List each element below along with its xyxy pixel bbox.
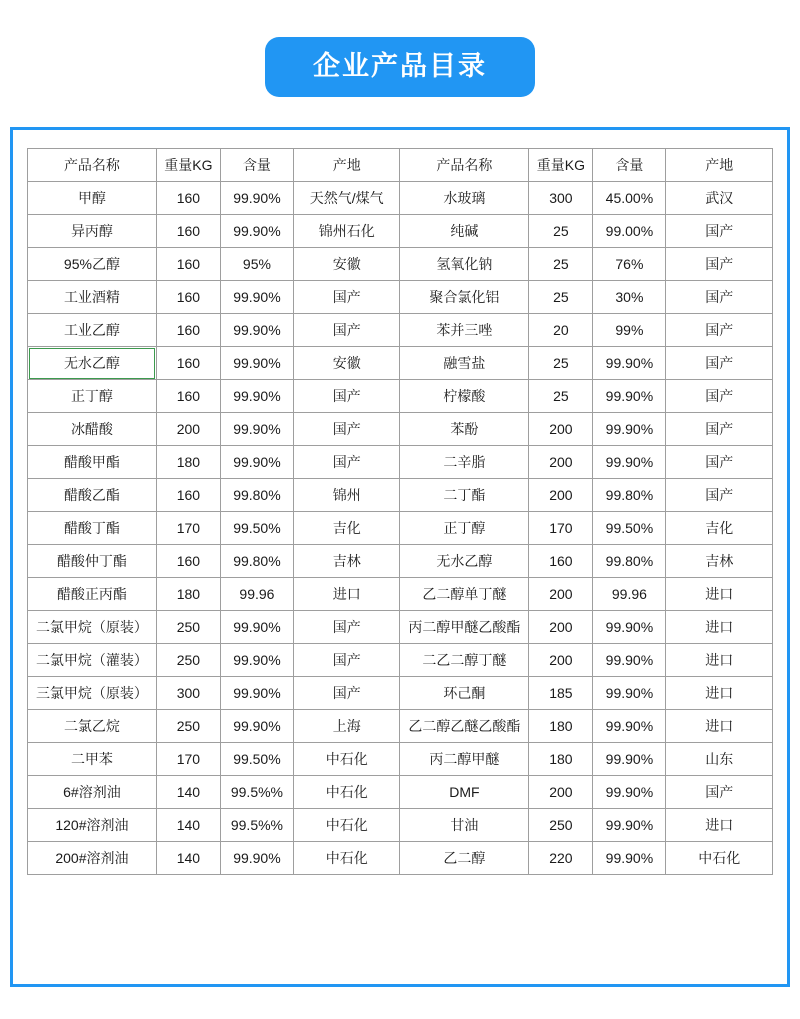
cell-weight-left: 170: [156, 743, 220, 776]
cell-content-left: 95%: [220, 248, 293, 281]
column-header-weight-left: 重量KG: [156, 149, 220, 182]
table-row: [28, 512, 773, 545]
cell-product-name-right: 乙二醇乙醚乙酸酯: [400, 710, 529, 743]
cell-product-name-left: 醋酸乙酯: [28, 479, 157, 512]
table-row: [28, 314, 773, 347]
table-row: [28, 281, 773, 314]
cell-origin-right: 国产: [666, 281, 773, 314]
cell-content-right: 30%: [593, 281, 666, 314]
cell-origin-left: 国产: [293, 677, 400, 710]
cell-origin-left: 锦州石化: [293, 215, 400, 248]
cell-content-left: 99.5%%: [220, 809, 293, 842]
table-header-row: [28, 149, 773, 182]
cell-weight-right: 25: [529, 380, 593, 413]
cell-content-left: 99.90%: [220, 710, 293, 743]
cell-origin-left: 中石化: [293, 809, 400, 842]
table-row: [28, 743, 773, 776]
cell-product-name-right: 二丁酯: [400, 479, 529, 512]
table-row: [28, 842, 773, 875]
cell-product-name-left: 二氯乙烷: [28, 710, 157, 743]
cell-weight-right: 200: [529, 446, 593, 479]
cell-product-name-right: 水玻璃: [400, 182, 529, 215]
cell-weight-right: 200: [529, 776, 593, 809]
cell-weight-left: 200: [156, 413, 220, 446]
cell-content-right: 99.90%: [593, 413, 666, 446]
cell-content-left: 99.90%: [220, 413, 293, 446]
cell-product-name-left: 工业乙醇: [28, 314, 157, 347]
cell-product-name-right: 苯并三唑: [400, 314, 529, 347]
cell-origin-right: 吉化: [666, 512, 773, 545]
cell-weight-right: 25: [529, 347, 593, 380]
cell-content-right: 99.80%: [593, 545, 666, 578]
table-body: [28, 182, 773, 875]
cell-origin-left: 中石化: [293, 776, 400, 809]
cell-origin-left: 吉化: [293, 512, 400, 545]
cell-origin-left: 国产: [293, 413, 400, 446]
cell-origin-right: 国产: [666, 314, 773, 347]
cell-content-right: 99.90%: [593, 710, 666, 743]
cell-product-name-left: 工业酒精: [28, 281, 157, 314]
cell-origin-right: 国产: [666, 776, 773, 809]
cell-weight-right: 200: [529, 413, 593, 446]
column-header-product-name-left: 产品名称: [28, 149, 157, 182]
cell-content-left: 99.5%%: [220, 776, 293, 809]
cell-content-left: 99.90%: [220, 182, 293, 215]
cell-product-name-left: 二甲苯: [28, 743, 157, 776]
cell-content-left: 99.96: [220, 578, 293, 611]
cell-product-name-left: 无水乙醇: [28, 347, 157, 380]
cell-weight-left: 250: [156, 611, 220, 644]
table-row: [28, 644, 773, 677]
cell-weight-right: 200: [529, 479, 593, 512]
column-header-weight-right: 重量KG: [529, 149, 593, 182]
cell-origin-right: 国产: [666, 413, 773, 446]
cell-origin-left: 天然气/煤气: [293, 182, 400, 215]
cell-content-left: 99.90%: [220, 347, 293, 380]
cell-product-name-right: 苯酚: [400, 413, 529, 446]
cell-origin-left: 国产: [293, 281, 400, 314]
cell-content-right: 99.96: [593, 578, 666, 611]
cell-product-name-right: 丙二醇甲醚: [400, 743, 529, 776]
cell-content-left: 99.80%: [220, 479, 293, 512]
cell-weight-right: 300: [529, 182, 593, 215]
cell-weight-left: 160: [156, 248, 220, 281]
cell-content-left: 99.90%: [220, 446, 293, 479]
cell-product-name-left: 醋酸仲丁酯: [28, 545, 157, 578]
column-header-origin-left: 产地: [293, 149, 400, 182]
table-row: [28, 347, 773, 380]
cell-content-right: 99.90%: [593, 677, 666, 710]
table-row: [28, 248, 773, 281]
table-row: [28, 776, 773, 809]
cell-content-right: 99.90%: [593, 380, 666, 413]
cell-product-name-right: 氢氧化钠: [400, 248, 529, 281]
cell-origin-right: 吉林: [666, 545, 773, 578]
table-row: [28, 545, 773, 578]
cell-product-name-left: 醋酸正丙酯: [28, 578, 157, 611]
cell-weight-left: 160: [156, 347, 220, 380]
cell-product-name-right: 无水乙醇: [400, 545, 529, 578]
cell-origin-left: 中石化: [293, 842, 400, 875]
cell-weight-left: 160: [156, 182, 220, 215]
cell-content-right: 99.90%: [593, 776, 666, 809]
cell-content-right: 99.90%: [593, 842, 666, 875]
cell-content-right: 99.00%: [593, 215, 666, 248]
cell-weight-left: 140: [156, 776, 220, 809]
cell-content-right: 99.90%: [593, 611, 666, 644]
cell-content-right: 99%: [593, 314, 666, 347]
cell-weight-left: 160: [156, 479, 220, 512]
table-row: [28, 215, 773, 248]
cell-product-name-right: 正丁醇: [400, 512, 529, 545]
cell-origin-left: 安徽: [293, 248, 400, 281]
cell-origin-left: 国产: [293, 611, 400, 644]
cell-origin-right: 进口: [666, 809, 773, 842]
cell-weight-left: 160: [156, 281, 220, 314]
cell-weight-left: 180: [156, 578, 220, 611]
cell-content-left: 99.90%: [220, 215, 293, 248]
cell-content-left: 99.50%: [220, 743, 293, 776]
cell-product-name-left: 异丙醇: [28, 215, 157, 248]
table-row: [28, 413, 773, 446]
cell-content-left: 99.50%: [220, 512, 293, 545]
cell-origin-right: 进口: [666, 578, 773, 611]
cell-weight-left: 180: [156, 446, 220, 479]
cell-product-name-right: 纯碱: [400, 215, 529, 248]
cell-product-name-left: 6#溶剂油: [28, 776, 157, 809]
cell-weight-right: 250: [529, 809, 593, 842]
cell-product-name-right: 乙二醇: [400, 842, 529, 875]
cell-product-name-left: 冰醋酸: [28, 413, 157, 446]
cell-origin-right: 中石化: [666, 842, 773, 875]
cell-product-name-right: 丙二醇甲醚乙酸酯: [400, 611, 529, 644]
cell-weight-right: 25: [529, 248, 593, 281]
cell-product-name-left: 二氯甲烷（原装）: [28, 611, 157, 644]
cell-content-left: 99.90%: [220, 314, 293, 347]
cell-weight-right: 160: [529, 545, 593, 578]
table-row: [28, 578, 773, 611]
cell-origin-right: 国产: [666, 215, 773, 248]
cell-weight-left: 160: [156, 314, 220, 347]
cell-content-right: 99.80%: [593, 479, 666, 512]
cell-weight-right: 185: [529, 677, 593, 710]
cell-product-name-left: 200#溶剂油: [28, 842, 157, 875]
cell-content-left: 99.90%: [220, 644, 293, 677]
cell-product-name-left: 醋酸甲酯: [28, 446, 157, 479]
cell-content-left: 99.90%: [220, 677, 293, 710]
column-header-content-left: 含量: [220, 149, 293, 182]
table-row: [28, 611, 773, 644]
cell-content-right: 99.90%: [593, 644, 666, 677]
cell-weight-left: 140: [156, 842, 220, 875]
cell-product-name-right: 乙二醇单丁醚: [400, 578, 529, 611]
cell-origin-right: 山东: [666, 743, 773, 776]
cell-product-name-left: 二氯甲烷（灌装）: [28, 644, 157, 677]
cell-content-left: 99.90%: [220, 281, 293, 314]
table-row: [28, 446, 773, 479]
table-row: [28, 710, 773, 743]
cell-product-name-left: 95%乙醇: [28, 248, 157, 281]
cell-weight-left: 160: [156, 380, 220, 413]
cell-content-left: 99.90%: [220, 380, 293, 413]
cell-product-name-right: 二辛脂: [400, 446, 529, 479]
page-title: 企业产品目录: [265, 37, 535, 97]
cell-content-right: 99.90%: [593, 743, 666, 776]
cell-weight-right: 180: [529, 743, 593, 776]
cell-origin-right: 进口: [666, 611, 773, 644]
cell-product-name-left: 120#溶剂油: [28, 809, 157, 842]
cell-origin-right: 国产: [666, 347, 773, 380]
cell-origin-left: 上海: [293, 710, 400, 743]
cell-origin-left: 吉林: [293, 545, 400, 578]
cell-origin-left: 锦州: [293, 479, 400, 512]
cell-origin-right: 国产: [666, 380, 773, 413]
table-header: [28, 149, 773, 182]
table-row: [28, 677, 773, 710]
cell-weight-left: 250: [156, 644, 220, 677]
cell-product-name-left: 正丁醇: [28, 380, 157, 413]
title-section: [0, 0, 800, 97]
cell-content-right: 99.50%: [593, 512, 666, 545]
cell-content-left: 99.90%: [220, 611, 293, 644]
cell-origin-right: 国产: [666, 446, 773, 479]
cell-weight-left: 170: [156, 512, 220, 545]
cell-content-right: 99.90%: [593, 446, 666, 479]
cell-content-right: 45.00%: [593, 182, 666, 215]
cell-weight-left: 160: [156, 215, 220, 248]
table-row: [28, 479, 773, 512]
cell-product-name-left: 甲醇: [28, 182, 157, 215]
cell-weight-right: 20: [529, 314, 593, 347]
cell-content-right: 99.90%: [593, 809, 666, 842]
cell-origin-left: 中石化: [293, 743, 400, 776]
cell-origin-left: 国产: [293, 314, 400, 347]
cell-product-name-right: 融雪盐: [400, 347, 529, 380]
cell-origin-left: 国产: [293, 644, 400, 677]
cell-product-name-right: 柠檬酸: [400, 380, 529, 413]
cell-content-left: 99.90%: [220, 842, 293, 875]
cell-weight-right: 200: [529, 644, 593, 677]
cell-origin-right: 国产: [666, 248, 773, 281]
cell-weight-right: 220: [529, 842, 593, 875]
cell-origin-right: 进口: [666, 710, 773, 743]
cell-product-name-left: 三氯甲烷（原装）: [28, 677, 157, 710]
cell-origin-left: 国产: [293, 380, 400, 413]
table-row: [28, 182, 773, 215]
cell-weight-right: 200: [529, 578, 593, 611]
cell-origin-left: 进口: [293, 578, 400, 611]
cell-weight-right: 180: [529, 710, 593, 743]
cell-origin-right: 进口: [666, 677, 773, 710]
cell-weight-left: 300: [156, 677, 220, 710]
cell-origin-right: 国产: [666, 479, 773, 512]
column-header-product-name-right: 产品名称: [400, 149, 529, 182]
cell-origin-left: 国产: [293, 446, 400, 479]
cell-origin-right: 武汉: [666, 182, 773, 215]
table-row: [28, 809, 773, 842]
product-table: [27, 148, 773, 875]
cell-weight-right: 170: [529, 512, 593, 545]
cell-weight-left: 160: [156, 545, 220, 578]
cell-origin-right: 进口: [666, 644, 773, 677]
cell-weight-right: 25: [529, 281, 593, 314]
cell-weight-right: 25: [529, 215, 593, 248]
cell-product-name-right: 二乙二醇丁醚: [400, 644, 529, 677]
cell-product-name-right: 甘油: [400, 809, 529, 842]
cell-product-name-right: 环己酮: [400, 677, 529, 710]
cell-content-right: 76%: [593, 248, 666, 281]
column-header-origin-right: 产地: [666, 149, 773, 182]
cell-weight-left: 250: [156, 710, 220, 743]
column-header-content-right: 含量: [593, 149, 666, 182]
cell-product-name-right: DMF: [400, 776, 529, 809]
cell-weight-right: 200: [529, 611, 593, 644]
cell-content-right: 99.90%: [593, 347, 666, 380]
cell-origin-left: 安徽: [293, 347, 400, 380]
table-row: [28, 380, 773, 413]
catalog-table-frame: [10, 127, 790, 987]
cell-product-name-left: 醋酸丁酯: [28, 512, 157, 545]
cell-content-left: 99.80%: [220, 545, 293, 578]
cell-weight-left: 140: [156, 809, 220, 842]
cell-product-name-right: 聚合氯化铝: [400, 281, 529, 314]
